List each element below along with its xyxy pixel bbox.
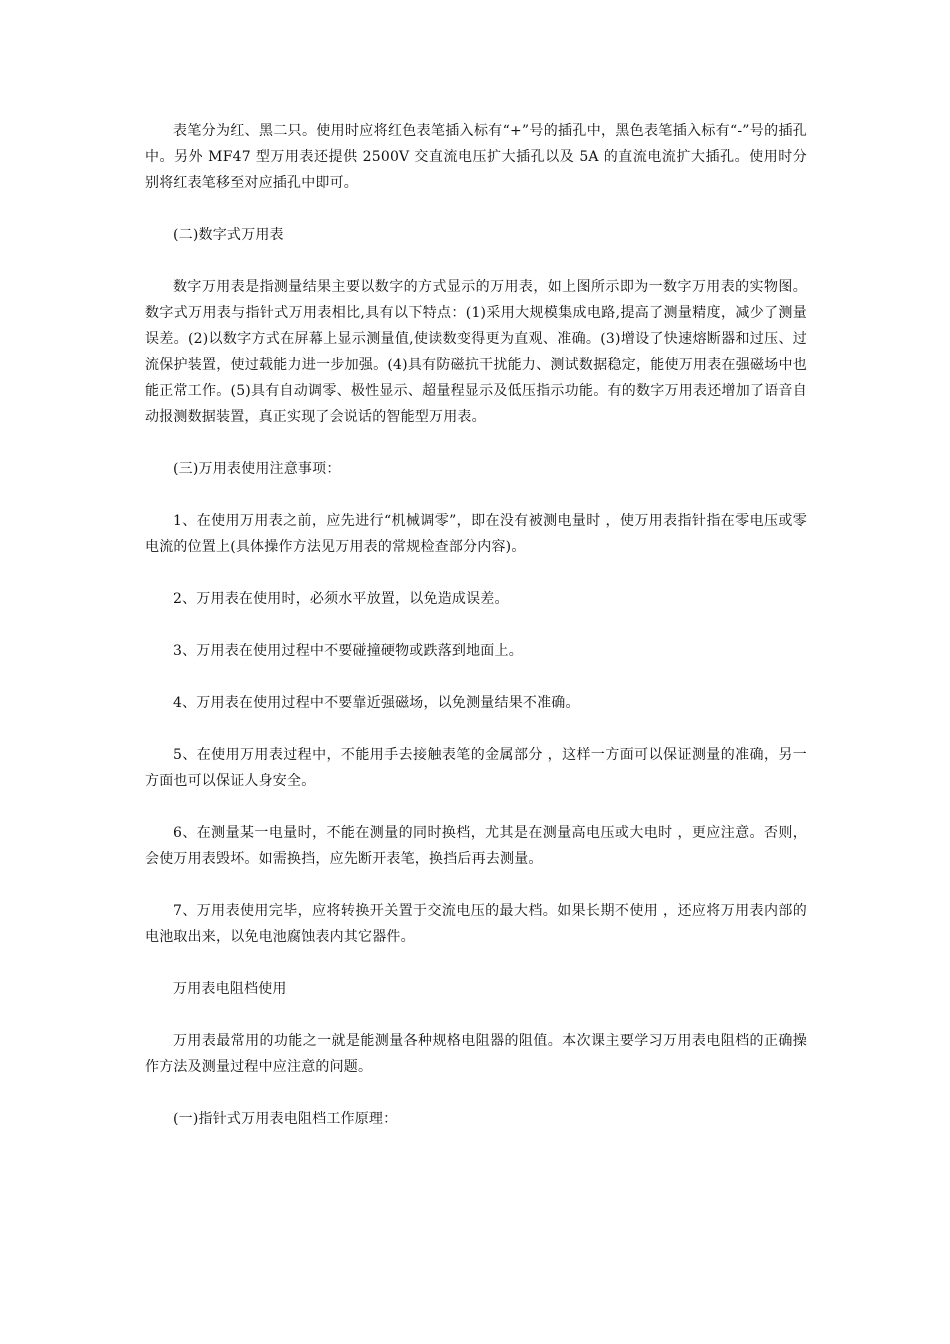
paragraph-note-2: 2、万用表在使用时，必须水平放置，以免造成误差。 <box>173 591 509 607</box>
paragraph-note-4: 4、万用表在使用过程中不要靠近强磁场，以免测量结果不准确。 <box>173 695 580 711</box>
heading-resistance-range: 万用表电阻档使用 <box>173 981 287 997</box>
heading-pointer-principle: (一)指针式万用表电阻档工作原理： <box>173 1111 398 1127</box>
paragraph-resistance-intro: 万用表最常用的功能之一就是能测量各种规格电阻器的阻值。本次课主要学习万用表电阻档的正确操作方法及测量过程中应注意的问题。 <box>145 1033 807 1075</box>
paragraph-probe-sockets: 表笔分为红、黑二只。使用时应将红色表笔插入标有“+”号的插孔中，黑色表笔插入标有“-”号的插孔中。另外 MF47 型万用表还提供 2500V 交直流电压扩大插孔以及 5A 的直流电流扩大插孔。使用时分别将红表笔移至对应插孔中即可。 <box>145 123 807 191</box>
paragraph-note-7: 7、万用表使用完毕，应将转换开关置于交流电压的最大档。如果长期不使用 ，还应将万用表内部的电池取出来，以免电池腐蚀表内其它器件。 <box>145 903 807 945</box>
paragraph-digital-features: 数字万用表是指测量结果主要以数字的方式显示的万用表，如上图所示即为一数字万用表的实物图。数字式万用表与指针式万用表相比,具有以下特点：(1)采用大规模集成电路,提高了测量精度，减少了测量误差。(2)以数字方式在屏幕上显示测量值,使读数变得更为直观、准确。(3)增设了快速熔断器和过压、过流保护装置，使过载能力进一步加强。(4)具有防磁抗干扰能力、测试数据稳定，能使万用表在强磁场中也能正常工作。(5)具有自动调零、极性显示、超量程显示及低压指示功能。有的数字万用表还增加了语音自动报测数据装置，真正实现了会说话的智能型万用表。 <box>145 279 807 425</box>
heading-digital-multimeter: (二)数字式万用表 <box>173 227 284 243</box>
paragraph-note-3: 3、万用表在使用过程中不要碰撞硬物或跌落到地面上。 <box>173 643 523 659</box>
paragraph-note-5: 5、在使用万用表过程中，不能用手去接触表笔的金属部分 ，这样一方面可以保证测量的准确，另一方面也可以保证人身安全。 <box>145 747 807 789</box>
paragraph-note-6: 6、在测量某一电量时，不能在测量的同时换档，尤其是在测量高电压或大电时 ，更应注意。否则，会使万用表毁坏。如需换挡，应先断开表笔，换挡后再去测量。 <box>145 825 807 867</box>
document-page <box>145 118 807 1132</box>
paragraph-note-1: 1、在使用万用表之前，应先进行“机械调零”，即在没有被测电量时 ，使万用表指针指在零电压或零电流的位置上(具体操作方法见万用表的常规检查部分内容)。 <box>145 513 807 555</box>
heading-usage-notes: (三)万用表使用注意事项： <box>173 461 341 477</box>
